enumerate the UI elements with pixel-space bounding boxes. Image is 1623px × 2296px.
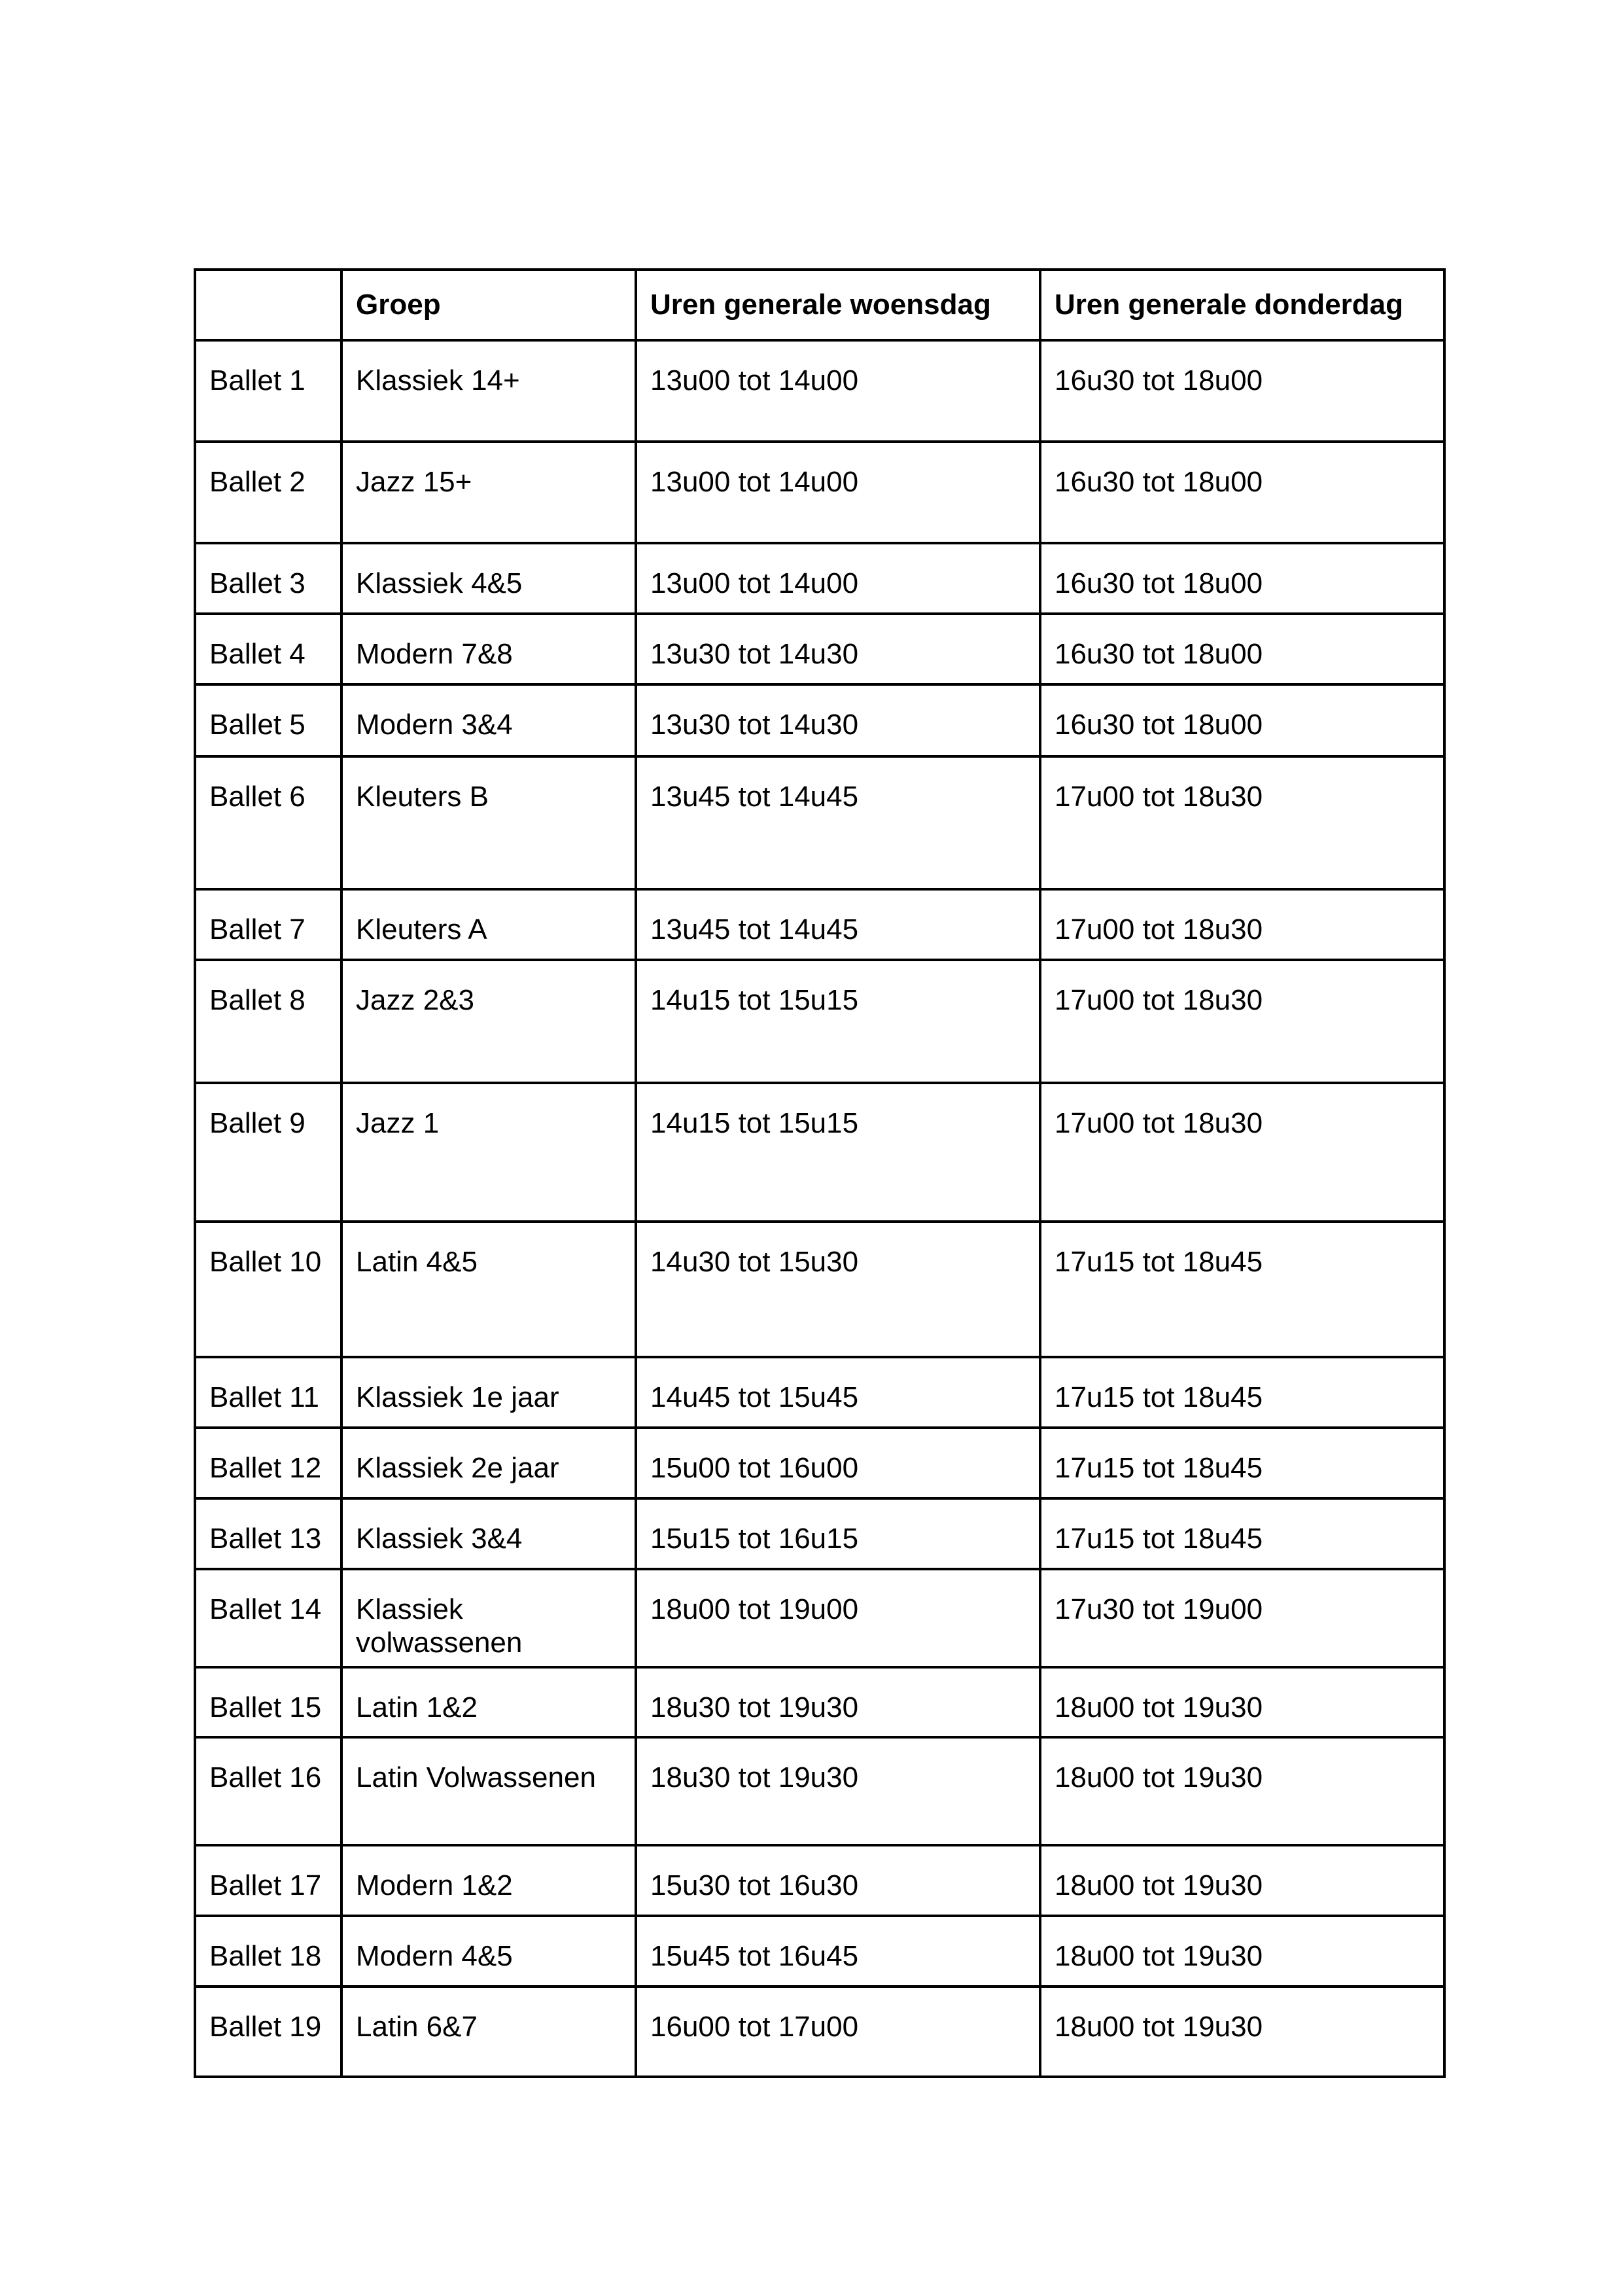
groep-cell: Klassiek 2e jaar	[341, 1428, 636, 1498]
groep-cell: Jazz 1	[341, 1083, 636, 1222]
donderdag-time-cell: 18u00 tot 19u30	[1040, 1987, 1444, 2077]
woensdag-time-cell: 15u45 tot 16u45	[636, 1916, 1040, 1987]
ballet-cell: Ballet 19	[195, 1987, 341, 2077]
woensdag-time-cell: 13u00 tot 14u00	[636, 543, 1040, 614]
ballet-cell: Ballet 4	[195, 614, 341, 684]
woensdag-time-cell: 13u45 tot 14u45	[636, 889, 1040, 960]
table-body	[195, 340, 1444, 2077]
woensdag-time-cell: 15u15 tot 16u15	[636, 1498, 1040, 1569]
table-row	[195, 889, 1444, 960]
woensdag-time-cell: 18u30 tot 19u30	[636, 1667, 1040, 1737]
table-row	[195, 340, 1444, 442]
donderdag-time-cell: 17u00 tot 18u30	[1040, 1083, 1444, 1222]
ballet-cell: Ballet 11	[195, 1357, 341, 1428]
groep-cell: Latin 4&5	[341, 1222, 636, 1357]
groep-cell: Modern 7&8	[341, 614, 636, 684]
woensdag-time-cell: 13u45 tot 14u45	[636, 756, 1040, 889]
woensdag-time-cell: 14u15 tot 15u15	[636, 960, 1040, 1083]
woensdag-time-cell: 16u00 tot 17u00	[636, 1987, 1040, 2077]
table-row	[195, 1222, 1444, 1357]
groep-cell: Klassiek 3&4	[341, 1498, 636, 1569]
donderdag-time-cell: 16u30 tot 18u00	[1040, 684, 1444, 756]
groep-cell: Modern 3&4	[341, 684, 636, 756]
table-row	[195, 684, 1444, 756]
table-row	[195, 614, 1444, 684]
header-cell-donderdag: Uren generale donderdag	[1040, 270, 1444, 340]
groep-cell: Latin 1&2	[341, 1667, 636, 1737]
ballet-cell: Ballet 10	[195, 1222, 341, 1357]
donderdag-time-cell: 17u15 tot 18u45	[1040, 1498, 1444, 1569]
groep-cell: Klassiek 1e jaar	[341, 1357, 636, 1428]
woensdag-time-cell: 15u30 tot 16u30	[636, 1845, 1040, 1916]
ballet-cell: Ballet 18	[195, 1916, 341, 1987]
donderdag-time-cell: 16u30 tot 18u00	[1040, 442, 1444, 543]
groep-cell: Modern 4&5	[341, 1916, 636, 1987]
donderdag-time-cell: 17u00 tot 18u30	[1040, 756, 1444, 889]
table-row	[195, 1569, 1444, 1667]
woensdag-time-cell: 15u00 tot 16u00	[636, 1428, 1040, 1498]
donderdag-time-cell: 16u30 tot 18u00	[1040, 340, 1444, 442]
donderdag-time-cell: 18u00 tot 19u30	[1040, 1737, 1444, 1845]
table-row	[195, 1428, 1444, 1498]
donderdag-time-cell: 16u30 tot 18u00	[1040, 543, 1444, 614]
woensdag-time-cell: 18u30 tot 19u30	[636, 1737, 1040, 1845]
ballet-cell: Ballet 16	[195, 1737, 341, 1845]
groep-cell: Jazz 15+	[341, 442, 636, 543]
woensdag-time-cell: 13u30 tot 14u30	[636, 614, 1040, 684]
header-cell-woensdag: Uren generale woensdag	[636, 270, 1040, 340]
ballet-cell: Ballet 6	[195, 756, 341, 889]
ballet-cell: Ballet 13	[195, 1498, 341, 1569]
donderdag-time-cell: 17u00 tot 18u30	[1040, 889, 1444, 960]
table-row	[195, 1845, 1444, 1916]
groep-cell: Klassiek 14+	[341, 340, 636, 442]
ballet-cell: Ballet 1	[195, 340, 341, 442]
table-row	[195, 1737, 1444, 1845]
table-row	[195, 1987, 1444, 2077]
table-row	[195, 1083, 1444, 1222]
table-header-row	[195, 270, 1444, 340]
woensdag-time-cell: 13u00 tot 14u00	[636, 340, 1040, 442]
ballet-cell: Ballet 9	[195, 1083, 341, 1222]
ballet-cell: Ballet 7	[195, 889, 341, 960]
ballet-cell: Ballet 14	[195, 1569, 341, 1667]
woensdag-time-cell: 13u30 tot 14u30	[636, 684, 1040, 756]
ballet-cell: Ballet 8	[195, 960, 341, 1083]
ballet-cell: Ballet 12	[195, 1428, 341, 1498]
donderdag-time-cell: 17u30 tot 19u00	[1040, 1569, 1444, 1667]
donderdag-time-cell: 18u00 tot 19u30	[1040, 1667, 1444, 1737]
table-row	[195, 960, 1444, 1083]
woensdag-time-cell: 14u15 tot 15u15	[636, 1083, 1040, 1222]
groep-cell: Latin Volwassenen	[341, 1737, 636, 1845]
donderdag-time-cell: 18u00 tot 19u30	[1040, 1916, 1444, 1987]
groep-cell: Klassiek 4&5	[341, 543, 636, 614]
groep-cell: Latin 6&7	[341, 1987, 636, 2077]
donderdag-time-cell: 17u15 tot 18u45	[1040, 1428, 1444, 1498]
table-row	[195, 543, 1444, 614]
rehearsal-schedule-table	[194, 268, 1446, 2078]
donderdag-time-cell: 18u00 tot 19u30	[1040, 1845, 1444, 1916]
ballet-cell: Ballet 3	[195, 543, 341, 614]
groep-cell: Klassiek volwassenen	[341, 1569, 636, 1667]
table-row	[195, 442, 1444, 543]
groep-cell: Kleuters B	[341, 756, 636, 889]
woensdag-time-cell: 13u00 tot 14u00	[636, 442, 1040, 543]
ballet-cell: Ballet 2	[195, 442, 341, 543]
donderdag-time-cell: 17u00 tot 18u30	[1040, 960, 1444, 1083]
groep-cell: Jazz 2&3	[341, 960, 636, 1083]
table-row	[195, 756, 1444, 889]
ballet-cell: Ballet 17	[195, 1845, 341, 1916]
ballet-cell: Ballet 15	[195, 1667, 341, 1737]
ballet-cell: Ballet 5	[195, 684, 341, 756]
donderdag-time-cell: 17u15 tot 18u45	[1040, 1357, 1444, 1428]
table-row	[195, 1667, 1444, 1737]
table-row	[195, 1357, 1444, 1428]
table-row	[195, 1916, 1444, 1987]
donderdag-time-cell: 17u15 tot 18u45	[1040, 1222, 1444, 1357]
woensdag-time-cell: 18u00 tot 19u00	[636, 1569, 1040, 1667]
groep-cell: Kleuters A	[341, 889, 636, 960]
woensdag-time-cell: 14u30 tot 15u30	[636, 1222, 1040, 1357]
header-cell-ballet	[195, 270, 341, 340]
donderdag-time-cell: 16u30 tot 18u00	[1040, 614, 1444, 684]
woensdag-time-cell: 14u45 tot 15u45	[636, 1357, 1040, 1428]
table-row	[195, 1498, 1444, 1569]
header-cell-groep: Groep	[341, 270, 636, 340]
groep-cell: Modern 1&2	[341, 1845, 636, 1916]
